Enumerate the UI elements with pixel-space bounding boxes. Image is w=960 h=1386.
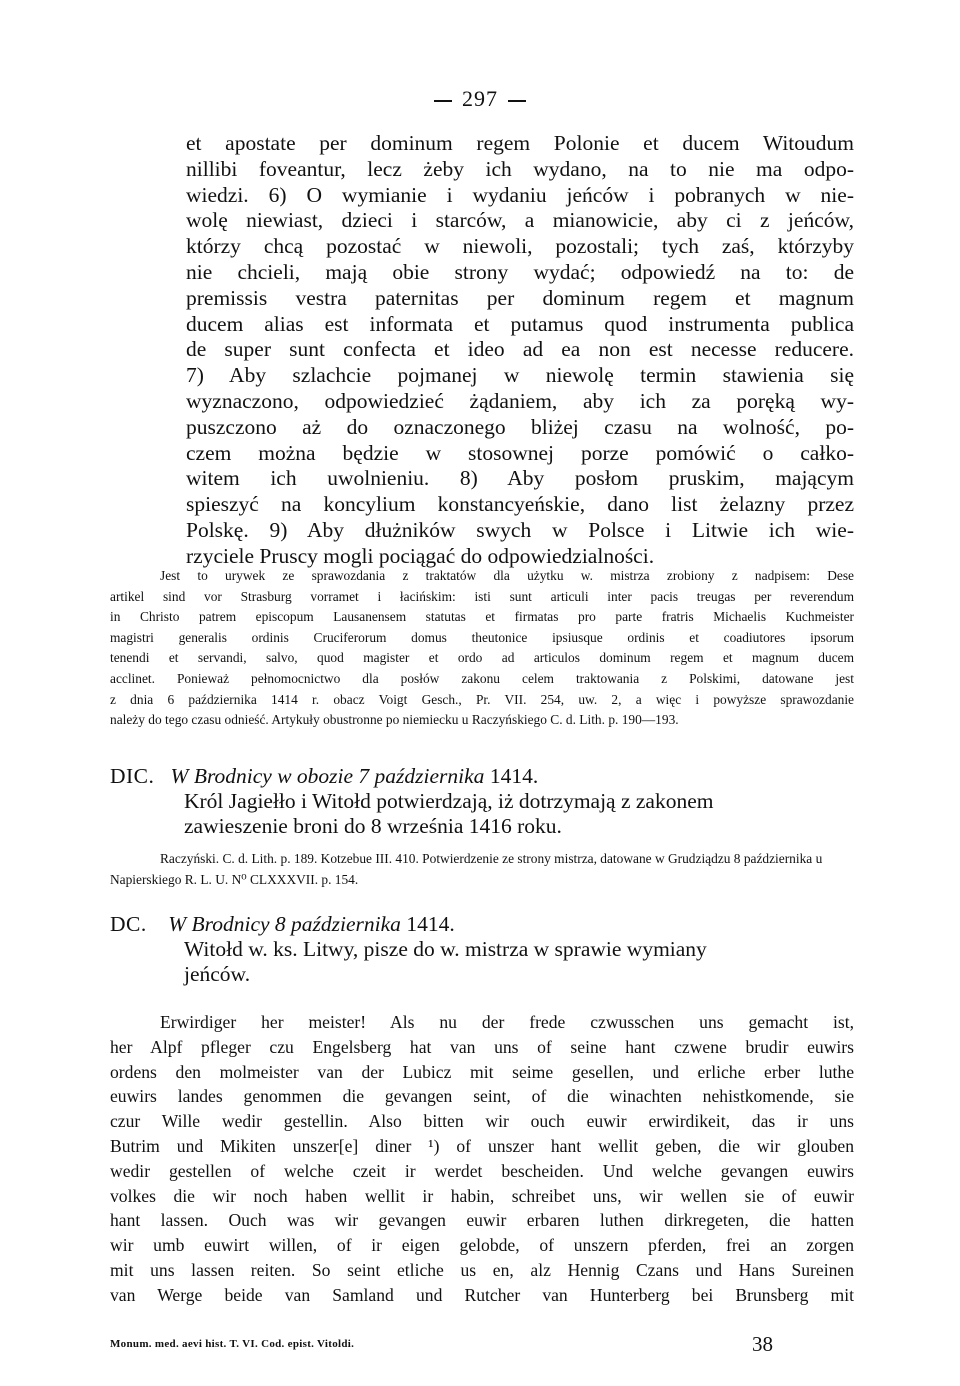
text-line: wiedzi. 6) O wymianie i wydaniu jeńców i pobranych w nie- [186,182,854,207]
letter-line: volkes die wir noch haben wellit ir habin, schreibet uns, wir wellen sie of euwir [110,1185,854,1206]
text-line: et apostate per dominum regem Polonie et ducem Witoudum [186,131,854,155]
letter-line: ordens den molmeister van der Lubicz mit seime gesellen, und erliche erber luthe [110,1061,854,1082]
dash-right [508,100,526,102]
text-line: de super sunt confecta et ideo ad ea non est necesse reducere. [186,337,854,362]
footnote-line: należy do tego czasu odnieść. Artykuły obustronne po niemiecku u Raczyńskiego C. d. Lith. p. 190—193. [110,712,679,728]
footnote-line: z dnia 6 października 1414 r. obacz Voigt Gesch., Pr. VII. 254, uw. 2, a więc i powyższe sprawozdanie [110,691,854,707]
letter-line: czur Wille wedir gestellin. Also bitten wir ouch euwir erwirdikeit, das ir uns [110,1111,854,1132]
document-entry [110,764,854,839]
text-line: nie chcieli, mają obie strony wydać; odpowiedź na to: de [186,259,854,284]
text-line: rzyciele Pruscy mogli pociągać do odpowiedzialności. [186,543,655,568]
source-line: w Grudziądzu 8 października u Napierskiego R. L. U. N⁰ CLXXXVII. p. 154. [110,851,823,887]
letter-line: wedir gestellen of welche czeit ir werdet bescheiden. Und welche gevangen euwirs [110,1160,854,1181]
text-line: spieszyć na koncylium konstancyeńskie, dano list żelazny przez [186,492,854,517]
main-text [186,131,854,570]
entry-place-date: W Brodnicy 8 października [168,912,401,936]
letter-line: Butrim und Mikiten unszer[e] diner ¹) of unszer hant wellit geben, die wir glouben [110,1135,854,1156]
page-number-text: 297 [462,86,498,111]
text-line: czem można będzie w stosownej porze pomówić o całko- [186,440,854,465]
entry-heading [110,764,854,789]
letter-line: her Alpf pfleger czu Engelsberg hat van uns of seine hant czwene brudir euwirs [110,1036,854,1057]
text-line: witem ich uwolnieniu. 8) Aby posłom pruskim, mającym [186,466,854,491]
page-number [0,86,960,112]
dash-left [434,100,452,102]
document-entry [110,912,854,987]
entry-year: 1414. [489,764,539,788]
text-line: którzy chcą pozostać w niewoli, pozostali; tych zaś, którzyby [186,234,854,259]
letter-line: Erwirdiger her meister! Als nu der frede czwusschen uns gemacht ist, [160,1012,854,1032]
footnote-line: artikel sind vor Strasburg vorramet i łacińskim: isti sunt articuli inter pacis treugas per reverendum [110,588,854,604]
letter-line: hant lassen. Ouch was wir gevangen euwir erbaren luthen dirkregeten, die hatten [110,1210,854,1231]
text-line: wyznaczono, odpowiedzieć żądaniem, aby ich za poręką wy- [186,388,854,413]
text-line: 7) Aby szlachcie pojmanej w niewolę termin stawienia się [186,363,854,388]
source-line: Raczyński. C. d. Lith. p. 189. Kotzebue III. 410. Potwierdzenie ze strony mistrza, datowane [160,851,652,866]
entry-summary-line: jeńców. [184,962,251,986]
entry-number: DC. [110,912,147,936]
text-line: nillibi foveantur, lecz żeby ich wydano, na to nie ma odpo- [186,156,854,181]
footnote-line: magistri generalis ordinis Cruciferorum domus theutonice ipsiusque ordinis et coadiutores ipsorum [110,629,854,645]
entry-year: 1414. [406,912,455,936]
entry-heading [110,912,854,937]
sheet-signature: Monum. med. aevi hist. T. VI. Cod. epist. Vitoldi. [110,1338,355,1350]
text-line: premissis vestra paternitas per dominum regem et magnum [186,285,854,310]
entry-source [110,848,854,890]
footnote-line: Jest to urywek ze sprawozdania z traktatów dla użytku w. mistrza zrobiony z nadpisem: Dese [160,568,854,583]
footnote-line: in Christo patrem episcopum Lausanensem statutas et firmatas pro parte fratris Michaelis Kuchmeister [110,609,854,625]
entry-summary-line: zawieszenie broni do 8 września 1416 roku. [184,814,562,838]
text-line: wolę niewiast, dzieci i starców, a mianowicie, aby ci z jeńców, [186,208,854,233]
text-line: ducem alias est informata et putamus quod instrumenta publica [186,311,854,336]
text-line: puszczono aż do oznaczonego bliżej czasu na wolność, po- [186,414,854,439]
entry-summary-line: Król Jagiełło i Witołd potwierdzają, iż dotrzymają z zakonem [184,789,714,813]
letter-line: van Werge beide van Samland und Rutcher van Hunterberg bei Brunsberg mit [110,1284,854,1305]
letter-line: euwirs landes genommen die gevangen seint, of die winachten nehistkomende, sie [110,1086,854,1107]
footnote-line: tenendi et servandi, salvo, quod magister et ordo ad articulos dominum regem et magnum ducem [110,650,854,666]
sheet-number: 38 [752,1332,773,1356]
footnote-line: acclinet. Ponieważ pełnomocnictwo dla posłów zakonu celem traktowania z Polskimi, datowane jest [110,670,854,686]
entry-place-date: W Brodnicy w obozie 7 października [170,764,485,788]
entry-summary-line: Witołd w. ks. Litwy, pisze do w. mistrza w sprawie wymiany [184,937,707,961]
footnote [110,566,854,731]
entry-number: DIC. [110,764,155,788]
letter-line: wir umb euwirt willen, of ir eigen gelobde, of unszern pferden, frei an zorgen [110,1235,854,1256]
text-line: Polskę. 9) Aby dłużników swych w Polsce i Litwie ich wie- [186,517,854,542]
letter-line: mit uns lassen reiten. So seint etliche us en, alz Hennig Czans und Hans Sureinen [110,1259,854,1280]
letter-text [110,1010,854,1308]
